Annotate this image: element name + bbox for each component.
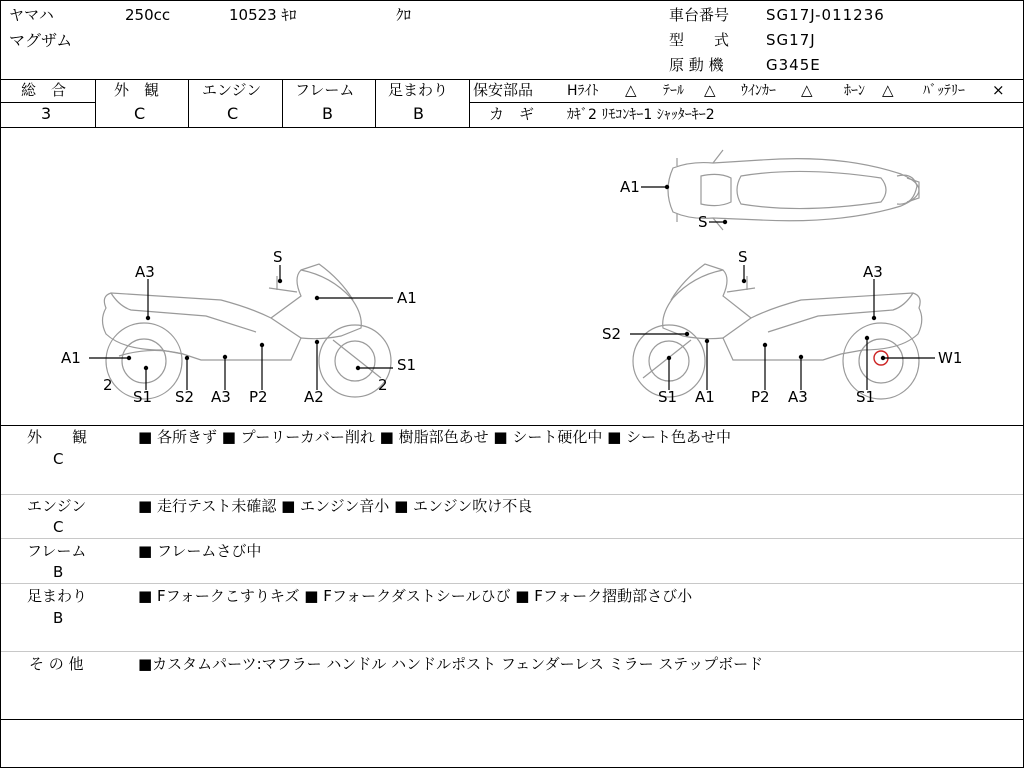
note-text-exterior: ■ 各所きず ■ プーリーカバー削れ ■ 樹脂部色あせ ■ シート硬化中 ■ シート色あせ中 xyxy=(138,428,732,446)
diagram-label: A1 xyxy=(620,178,640,196)
divider xyxy=(1,719,1023,720)
note-grade-exterior: C xyxy=(53,450,64,468)
model-name: マグザム xyxy=(9,31,73,50)
divider xyxy=(1,494,1023,495)
diagram-label: A1 xyxy=(61,349,81,367)
grade-value-engine: C xyxy=(227,104,239,123)
note-text-engine: ■ 走行テスト未確認 ■ エンジン音小 ■ エンジン吹け不良 xyxy=(138,497,533,515)
grade-value-overall: 3 xyxy=(41,104,52,123)
diagram-label: S1 xyxy=(856,388,876,406)
divider xyxy=(1,583,1023,584)
grade-label-exterior: 外 観 xyxy=(114,81,160,99)
safety-item-winker: ｳｲﾝｶｰ xyxy=(741,83,776,99)
diagram-label: S1 xyxy=(658,388,678,406)
safety-item-battery: ﾊﾞｯﾃﾘｰ xyxy=(923,83,965,99)
key-info: ｶｷﾞ2 ﾘﾓｺﾝｷｰ1 ｼｬｯﾀｰｷｰ2 xyxy=(567,107,715,123)
diagram-label: P2 xyxy=(249,388,268,406)
diagram-label: W1 xyxy=(938,349,963,367)
note-category-frame: フレーム xyxy=(27,542,87,560)
diagram-label: S2 xyxy=(602,325,622,343)
key-label: カ ギ xyxy=(489,105,535,123)
safety-item-headlight: Hﾗｲﾄ xyxy=(567,83,599,99)
diagram-label: A1 xyxy=(397,289,417,307)
diagram-label: A2 xyxy=(304,388,324,406)
frame-no: SG17J-011236 xyxy=(766,6,885,24)
grade-label-frame: フレーム xyxy=(295,81,355,99)
diagram-label: S2 xyxy=(175,388,195,406)
note-grade-frame: B xyxy=(53,563,64,581)
diagram-label: A3 xyxy=(211,388,231,406)
divider xyxy=(1,102,95,103)
divider xyxy=(469,102,1023,103)
diagram-label: S xyxy=(698,213,708,231)
note-category-exterior: 外 観 xyxy=(27,428,88,446)
note-text-other: ■カスタムパーツ:マフラー ハンドル ハンドルポスト フェンダーレス ミラー ステップボード xyxy=(138,655,764,673)
grade-label-suspension: 足まわり xyxy=(388,81,449,99)
type-value: SG17J xyxy=(766,31,816,49)
safety-mark-headlight: △ xyxy=(625,81,637,99)
scooter-right-view xyxy=(633,264,922,399)
grade-value-frame: B xyxy=(322,104,333,123)
safety-item-tail: ﾃｰﾙ xyxy=(663,83,684,99)
frame-no-label: 車台番号 xyxy=(669,6,730,24)
note-category-suspension: 足まわり xyxy=(27,587,88,605)
safety-mark-horn: △ xyxy=(882,81,894,99)
grade-label-engine: エンジン xyxy=(202,81,262,99)
safety-mark-tail: △ xyxy=(704,81,716,99)
divider xyxy=(375,79,376,127)
note-category-other: そ の 他 xyxy=(29,655,84,673)
divider xyxy=(95,79,96,127)
engine-label: 原 動 機 xyxy=(669,56,724,74)
diagram-label: S1 xyxy=(397,356,417,374)
safety-mark-winker: △ xyxy=(801,81,813,99)
damage-marker xyxy=(665,185,669,189)
divider xyxy=(1,79,1023,80)
left-markers xyxy=(127,279,360,370)
diagram-label: A1 xyxy=(695,388,715,406)
damage-marker xyxy=(723,220,727,224)
safety-item-horn: ﾎｰﾝ xyxy=(844,83,865,99)
note-category-engine: エンジン xyxy=(27,497,87,515)
grade-value-exterior: C xyxy=(134,104,146,123)
grade-value-suspension: B xyxy=(413,104,424,123)
note-grade-suspension: B xyxy=(53,609,64,627)
divider xyxy=(282,79,283,127)
diagram-label: 2 xyxy=(103,376,113,394)
type-label: 型 式 xyxy=(669,31,730,49)
divider xyxy=(1,538,1023,539)
diagram-label: S xyxy=(273,248,283,266)
divider xyxy=(188,79,189,127)
diagram-label: 2 xyxy=(378,376,388,394)
safety-parts-label: 保安部品 xyxy=(473,81,534,99)
diagram-label: S xyxy=(738,248,748,266)
mileage: 10523 ｷﾛ xyxy=(229,6,297,24)
right-markers xyxy=(667,279,885,360)
displacement: 250cc xyxy=(125,6,171,24)
divider xyxy=(1,425,1023,426)
diagram-label: A3 xyxy=(788,388,808,406)
diagram-label: A3 xyxy=(135,263,155,281)
diagram-label: S1 xyxy=(133,388,153,406)
grade-label-overall: 総 合 xyxy=(21,81,67,99)
safety-mark-battery: × xyxy=(992,81,1005,99)
engine-value: G345E xyxy=(766,56,821,74)
diagram-label: P2 xyxy=(751,388,770,406)
note-grade-engine: C xyxy=(53,518,64,536)
maker: ヤマハ xyxy=(9,6,54,24)
color: ｸﾛ xyxy=(396,6,412,24)
note-text-frame: ■ フレームさび中 xyxy=(138,542,262,560)
scooter-diagram xyxy=(1,128,1023,428)
divider xyxy=(469,79,470,127)
divider xyxy=(1,651,1023,652)
note-text-suspension: ■ Fフォークこすりキズ ■ Fフォークダストシールひび ■ Fフォーク摺動部さび小 xyxy=(138,587,693,605)
diagram-label: A3 xyxy=(863,263,883,281)
